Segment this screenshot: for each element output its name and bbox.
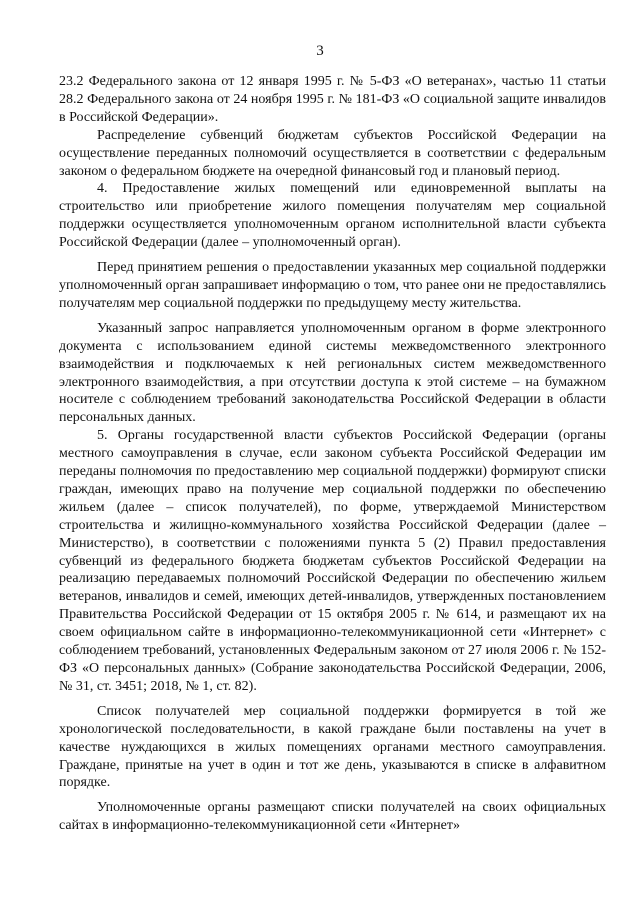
paragraph-continuation: 23.2 Федерального закона от 12 января 1995 г. № 5-ФЗ «О ветеранах», частью 11 статьи 28.2 Федерального закона от 24 ноября 1995 г. № 181-ФЗ «О социальной защите инвалидов в Российской Федерации». xyxy=(59,74,606,125)
document-body xyxy=(59,73,606,835)
paragraph-information-request: Перед принятием решения о предоставлении указанных мер социальной поддержки уполномоченный орган запрашивает информацию о том, что ранее они не предоставлялись получателям мер социальной поддержки по предыдущему месту жительства. xyxy=(59,260,606,311)
paragraph-item-5: 5. Органы государственной власти субъектов Российской Федерации (органы местного самоуправления в случае, если законом субъекта Российской Федерации им переданы полномочия по предоставлению мер социальной поддержки) формируют списки граждан, имеющих право на получение мер социальной поддержки по обеспечению жильем (далее – список получателей), по форме, утверждаемой Министерством строительства и жилищно-коммунального хозяйства Российской Федерации (далее – Министерство), в соответствии с положениями пункта 5 (2) Правил предоставления субвенций из федерального бюджета бюджетам субъектов Российской Федерации на реализацию передаваемых полномочий Российской Федерации по обеспечению жильем ветеранов, инвалидов и семей, имеющих детей-инвалидов, утвержденных постановлением Правительства Российской Федерации от 15 октября 2005 г. № 614, и размещают их на своем официальном сайте в информационно-телекоммуникационной сети «Интернет» с соблюдением требований, установленных Федеральным законом от 27 июля 2006 г. № 152-ФЗ «О персональных данных» (Собрание законодательства Российской Федерации, 2006, № 31, ст. 3451; 2018, № 1, ст. 82). xyxy=(59,428,606,694)
page-number: 3 xyxy=(316,43,324,59)
paragraph-request-form: Указанный запрос направляется уполномоченным органом в форме электронного документа с использованием единой системы межведомственного электронного взаимодействия и подключаемых к ней региональных систем межведомственного электронного взаимодействия, а при отсутствии доступа к этой системе – на бумажном носителе с соблюдением требований законодательства Российской Федерации в области персональных данных. xyxy=(59,320,606,426)
paragraph-subventions-distribution: Распределение субвенций бюджетам субъектов Российской Федерации на осуществление переданных полномочий осуществляется в соответствии с федеральным законом о федеральном бюджете на очередной финансовый год и плановый период. xyxy=(59,127,606,179)
paragraph-list-publication: Уполномоченные органы размещают списки получателей на своих официальных сайтах в информационно-телекоммуникационной сети «Интернет» xyxy=(59,800,606,834)
paragraph-item-4: 4. Предоставление жилых помещений или единовременной выплаты на строительство или приобретение жилого помещения получателям мер социальной поддержки осуществляется уполномоченным органом исполнительной власти субъекта Российской Федерации (далее – уполномоченный орган). xyxy=(59,181,606,251)
paragraph-list-order: Список получателей мер социальной поддержки формируется в той же хронологической последовательности, в какой граждане были поставлены на учет в качестве нуждающихся в жилых помещениях органами местного самоуправления. Граждане, принятые на учет в один и тот же день, указываются в списке в алфавитном порядке. xyxy=(59,703,606,791)
